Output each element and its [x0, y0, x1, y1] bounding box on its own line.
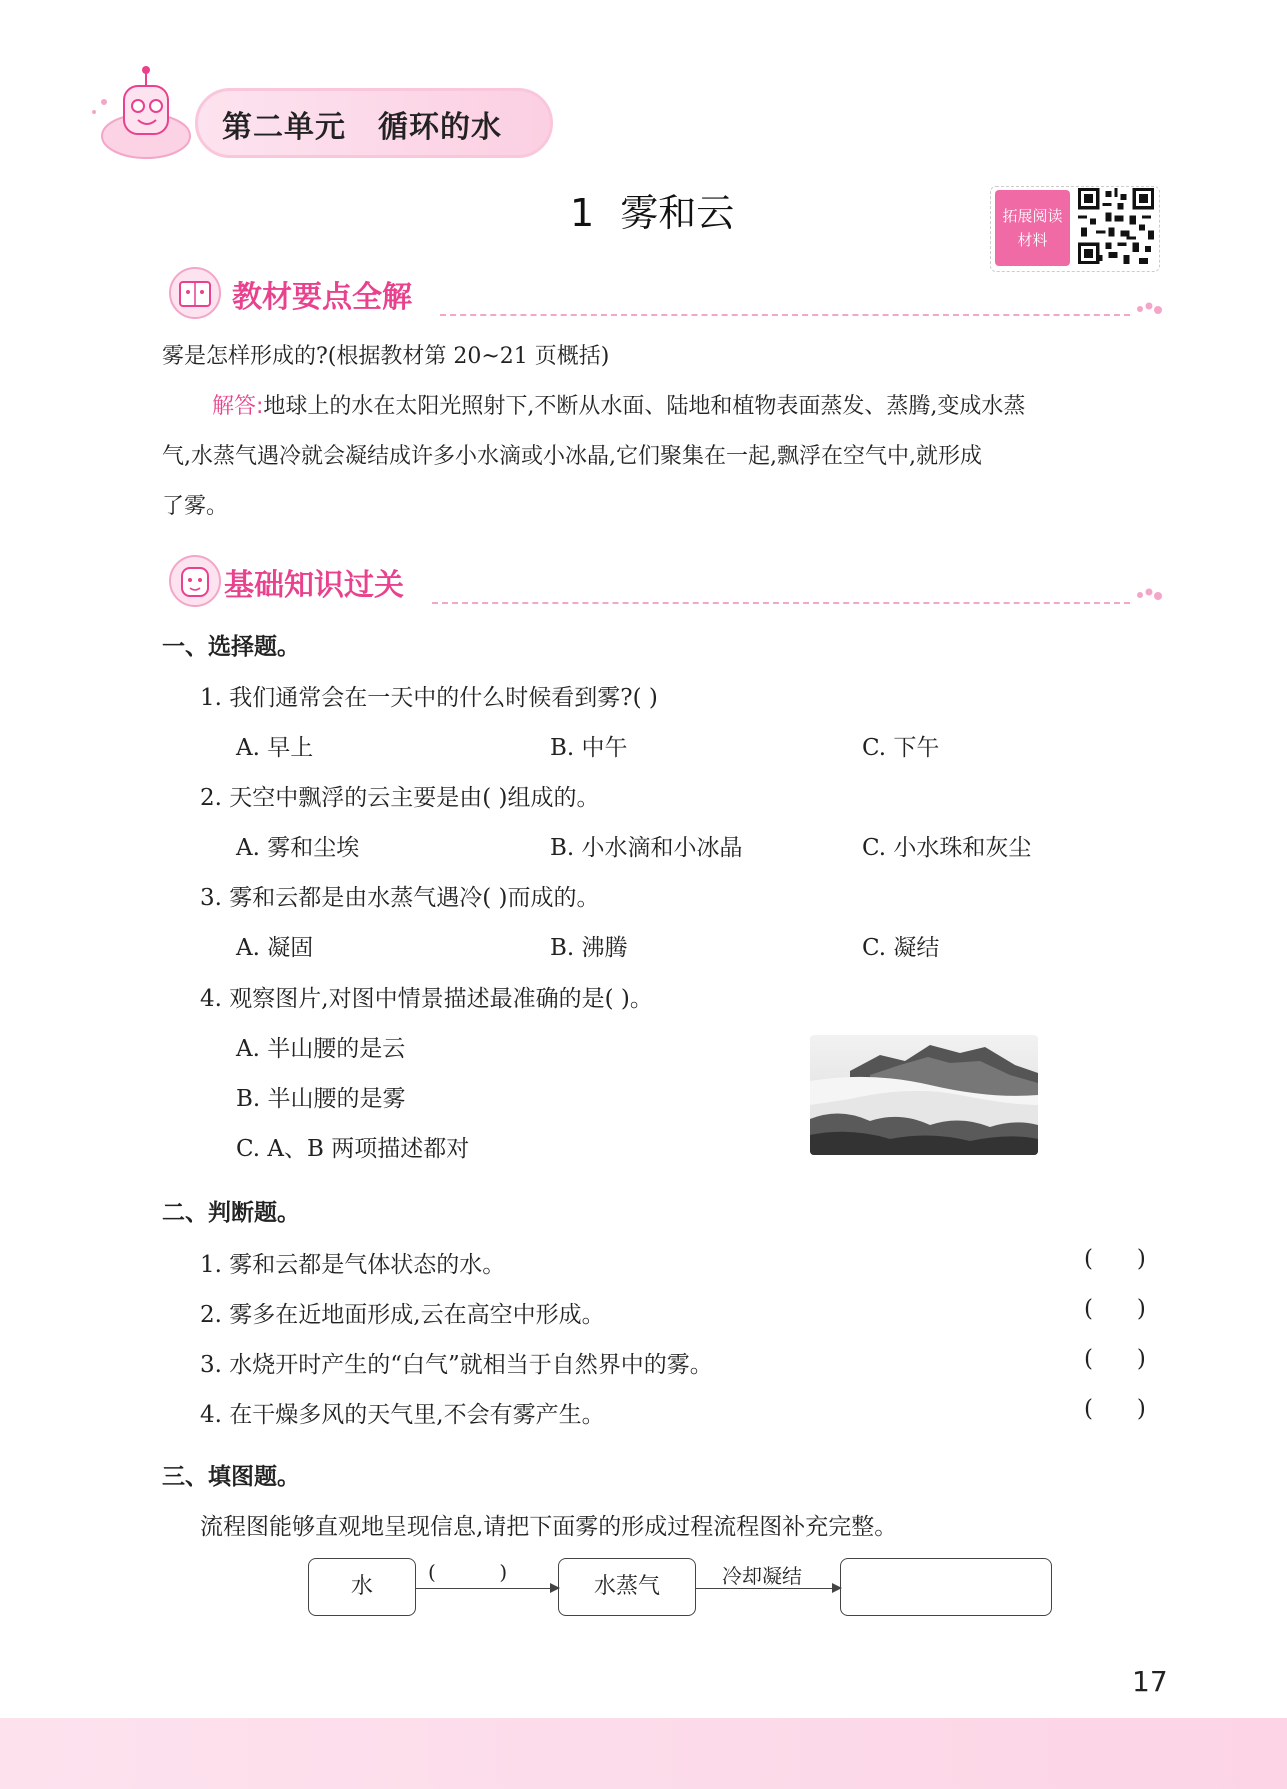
mc-question-3: 3. 雾和云都是由水蒸气遇冷( )而成的。: [200, 885, 600, 911]
mc-q3-option-b[interactable]: B. 沸腾: [550, 935, 628, 961]
mc-question-1: 1. 我们通常会在一天中的什么时候看到雾?( ): [200, 685, 658, 711]
mc-q3-option-c[interactable]: C. 凝结: [862, 935, 940, 961]
section-title-key-points: 教材要点全解: [232, 280, 412, 315]
lesson-title: [570, 182, 734, 237]
key-question: 雾是怎样形成的?(根据教材第 20~21 页概括): [162, 344, 610, 369]
answer-line-3: 了雾。: [162, 494, 229, 519]
mc-q2-option-c[interactable]: C. 小水珠和灰尘: [862, 835, 1032, 861]
answer-line-2: 气,水蒸气遇冷就会凝结成许多小水滴或小冰晶,它们聚集在一起,飘浮在空气中,就形成: [162, 444, 982, 469]
section-divider: [440, 314, 1130, 316]
tf-answer-blank-4[interactable]: ( ): [1084, 1396, 1146, 1422]
mc-q1-option-c[interactable]: C. 下午: [862, 735, 940, 761]
mc-q2-option-b[interactable]: B. 小水滴和小冰晶: [550, 835, 743, 861]
unit-title: [222, 102, 502, 146]
mc-q1-option-a[interactable]: A. 早上: [236, 735, 314, 761]
unit-name: 循环的水: [378, 110, 502, 145]
dots-icon: [1134, 588, 1164, 602]
answer-label: 解答:: [212, 394, 264, 419]
lesson-name: 雾和云: [620, 191, 735, 235]
flow-label-blank[interactable]: ( ): [428, 1560, 508, 1584]
mc-q2-option-a[interactable]: A. 雾和尘埃: [236, 835, 360, 861]
mascot-icon-2: [164, 554, 226, 608]
flow-box-water: 水: [308, 1558, 416, 1616]
answer-text-1: 地球上的水在太阳光照射下,不断从水面、陆地和植物表面蒸发、蒸腾,变成水蒸: [263, 394, 1026, 419]
section-divider-2: [432, 602, 1130, 604]
flow-box-answer[interactable]: [840, 1558, 1052, 1616]
part2-heading: 二、判断题。: [162, 1200, 300, 1226]
dots-icon: [1134, 302, 1164, 316]
flow-label-cooling: 冷却凝结: [722, 1564, 802, 1588]
footer-band: [0, 1718, 1287, 1789]
mascot-icon: [84, 62, 204, 162]
tf-item-1: 1. 雾和云都是气体状态的水。: [200, 1252, 506, 1278]
tf-answer-blank-3[interactable]: ( ): [1084, 1346, 1146, 1372]
extension-label-line1: 拓展阅读: [1002, 207, 1063, 225]
mc-q4-option-b[interactable]: B. 半山腰的是雾: [236, 1086, 406, 1112]
flow-box-vapor: 水蒸气: [558, 1558, 696, 1616]
mountain-fog-photo: [810, 1035, 1038, 1155]
page-number: 17: [1132, 1665, 1168, 1698]
flow-arrow-1: [416, 1588, 558, 1589]
section-title-basic: 基础知识过关: [224, 568, 404, 603]
answer-line-1: [212, 395, 1025, 419]
mc-q4-option-a[interactable]: A. 半山腰的是云: [236, 1036, 406, 1062]
extension-reading-label[interactable]: [995, 190, 1070, 266]
tf-answer-blank-1[interactable]: ( ): [1084, 1246, 1146, 1272]
part1-heading: 一、选择题。: [162, 634, 300, 660]
lesson-number: 1: [570, 191, 595, 235]
qr-code-icon[interactable]: [1078, 188, 1154, 264]
mc-question-2: 2. 天空中飘浮的云主要是由( )组成的。: [200, 785, 600, 811]
mc-q4-option-c[interactable]: C. A、B 两项描述都对: [236, 1136, 470, 1162]
unit-number: 第二单元: [222, 110, 346, 145]
extension-label-line2: 材料: [1017, 231, 1048, 249]
tf-item-2: 2. 雾多在近地面形成,云在高空中形成。: [200, 1302, 605, 1328]
tf-answer-blank-2[interactable]: ( ): [1084, 1296, 1146, 1322]
book-mascot-icon: [164, 266, 226, 320]
part3-heading: 三、填图题。: [162, 1464, 300, 1490]
mc-question-4: 4. 观察图片,对图中情景描述最准确的是( )。: [200, 986, 653, 1012]
part3-instruction: 流程图能够直观地呈现信息,请把下面雾的形成过程流程图补充完整。: [200, 1514, 898, 1540]
mc-q3-option-a[interactable]: A. 凝固: [236, 935, 314, 961]
tf-item-3: 3. 水烧开时产生的“白气”就相当于自然界中的雾。: [200, 1352, 713, 1378]
tf-item-4: 4. 在干燥多风的天气里,不会有雾产生。: [200, 1402, 605, 1428]
mc-q1-option-b[interactable]: B. 中午: [550, 735, 628, 761]
